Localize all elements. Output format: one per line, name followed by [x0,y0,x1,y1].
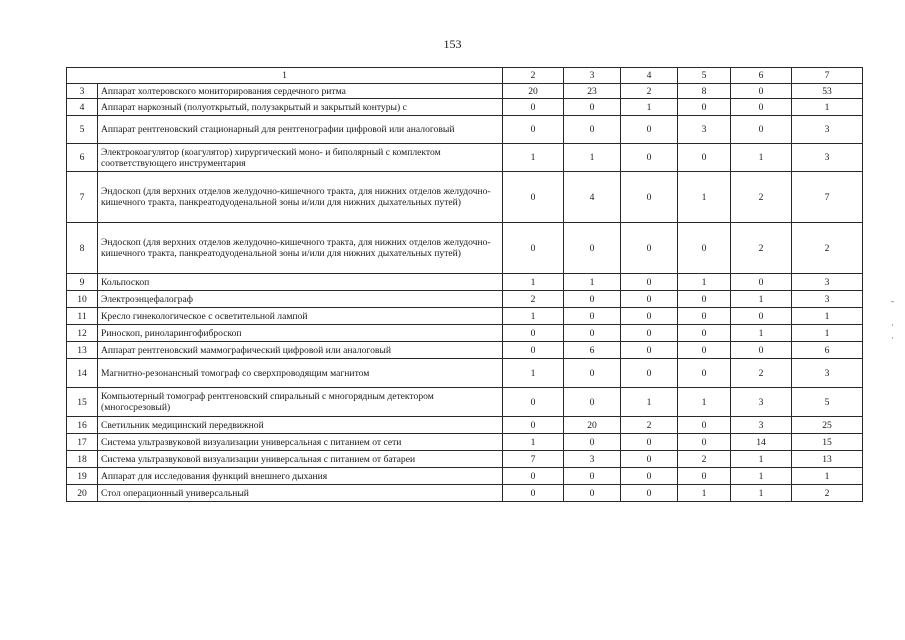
value-cell: 0 [731,342,792,359]
value-cell: 2 [731,359,792,388]
value-cell: 3 [731,388,792,417]
row-number-cell: 10 [67,291,98,308]
equipment-name-cell: Эндоскоп (для верхних отделов желудочно-кишечного тракта, для нижних отделов желудочно-кишечного тракта, панкреатодуоденальной зоны и/или для нижних дыхательных путей) [98,223,503,274]
value-cell: 1 [503,274,564,291]
row-number-cell: 4 [67,99,98,116]
value-cell: 2 [621,84,678,99]
table-row [67,451,863,468]
value-cell: 23 [564,84,621,99]
equipment-name-cell: Светильник медицинский передвижной [98,417,503,434]
value-cell: 0 [564,291,621,308]
table-row [67,84,863,99]
value-cell: 0 [621,359,678,388]
row-number-cell: 16 [67,417,98,434]
table-row [67,274,863,291]
value-cell: 0 [564,308,621,325]
value-cell: 0 [621,325,678,342]
value-cell: 6 [792,342,863,359]
value-cell: 1 [621,99,678,116]
equipment-name-cell: Аппарат рентгеновский маммографический цифровой или аналоговый [98,342,503,359]
table-row [67,308,863,325]
value-cell: 0 [678,468,731,485]
value-cell: 0 [503,485,564,502]
margin-mark: - [891,296,894,306]
header-cell: 1 [67,68,503,84]
equipment-name-cell: Магнитно-резонансный томограф со сверхпроводящим магнитом [98,359,503,388]
equipment-name-cell: Эндоскоп (для верхних отделов желудочно-кишечного тракта, для нижних отделов желудочно-кишечного тракта, панкреатодуоденальной зоны и/или для нижних дыхательных путей) [98,172,503,223]
equipment-name-cell: Аппарат рентгеновский стационарный для рентгенографии цифровой или аналоговый [98,116,503,144]
margin-mark: · [891,333,894,343]
value-cell: 2 [503,291,564,308]
value-cell: 13 [792,451,863,468]
header-cell: 4 [621,68,678,84]
value-cell: 0 [621,223,678,274]
value-cell: 0 [564,434,621,451]
value-cell: 0 [564,388,621,417]
value-cell: 0 [731,274,792,291]
header-cell: 2 [503,68,564,84]
value-cell: 0 [621,116,678,144]
value-cell: 1 [731,325,792,342]
value-cell: 0 [678,144,731,172]
value-cell: 1 [564,144,621,172]
row-number-cell: 19 [67,468,98,485]
table-row [67,291,863,308]
value-cell: 1 [792,308,863,325]
value-cell: 0 [621,144,678,172]
header-cell: 5 [678,68,731,84]
value-cell: 2 [731,172,792,223]
table-row [67,99,863,116]
value-cell: 1 [503,144,564,172]
value-cell: 0 [564,325,621,342]
equipment-name-cell: Система ультразвуковой визуализации универсальная с питанием от батареи [98,451,503,468]
value-cell: 0 [621,434,678,451]
value-cell: 2 [792,485,863,502]
table-row [67,417,863,434]
value-cell: 1 [792,468,863,485]
row-number-cell: 11 [67,308,98,325]
value-cell: 0 [503,342,564,359]
value-cell: 3 [792,291,863,308]
value-cell: 3 [792,359,863,388]
value-cell: 2 [731,223,792,274]
equipment-table [66,67,863,502]
margin-mark: · [891,320,894,330]
table-row [67,144,863,172]
row-number-cell: 3 [67,84,98,99]
value-cell: 0 [564,485,621,502]
row-number-cell: 6 [67,144,98,172]
table-row [67,325,863,342]
value-cell: 25 [792,417,863,434]
value-cell: 2 [621,417,678,434]
table-header-row [67,68,863,84]
value-cell: 1 [678,274,731,291]
value-cell: 1 [731,451,792,468]
value-cell: 0 [678,308,731,325]
value-cell: 0 [678,359,731,388]
value-cell: 1 [564,274,621,291]
equipment-name-cell: Риноскоп, риноларингофиброскоп [98,325,503,342]
row-number-cell: 12 [67,325,98,342]
equipment-name-cell: Кресло гинекологическое с осветительной лампой [98,308,503,325]
row-number-cell: 7 [67,172,98,223]
equipment-name-cell: Система ультразвуковой визуализации универсальная с питанием от сети [98,434,503,451]
value-cell: 1 [503,359,564,388]
value-cell: 53 [792,84,863,99]
equipment-name-cell: Электрокоагулятор (коагулятор) хирургический моно- и биполярный с комплектом соответствующего инструментария [98,144,503,172]
table-row [67,223,863,274]
value-cell: 0 [503,223,564,274]
value-cell: 1 [731,291,792,308]
table-row [67,359,863,388]
table-row [67,342,863,359]
row-number-cell: 15 [67,388,98,417]
value-cell: 0 [621,291,678,308]
value-cell: 0 [503,417,564,434]
row-number-cell: 5 [67,116,98,144]
value-cell: 0 [678,99,731,116]
value-cell: 1 [731,468,792,485]
equipment-name-cell: Стол операционный универсальный [98,485,503,502]
value-cell: 1 [678,485,731,502]
value-cell: 0 [503,99,564,116]
row-number-cell: 18 [67,451,98,468]
header-cell: 6 [731,68,792,84]
value-cell: 0 [564,359,621,388]
value-cell: 1 [621,388,678,417]
table-row [67,434,863,451]
value-cell: 1 [503,434,564,451]
value-cell: 0 [678,325,731,342]
value-cell: 7 [792,172,863,223]
value-cell: 20 [564,417,621,434]
row-number-cell: 9 [67,274,98,291]
table-row [67,468,863,485]
value-cell: 0 [564,99,621,116]
value-cell: 15 [792,434,863,451]
value-cell: 0 [731,84,792,99]
value-cell: 3 [678,116,731,144]
value-cell: 0 [503,468,564,485]
header-cell: 7 [792,68,863,84]
row-number-cell: 14 [67,359,98,388]
equipment-name-cell: Электроэнцефалограф [98,291,503,308]
header-cell: 3 [564,68,621,84]
value-cell: 0 [503,172,564,223]
value-cell: 20 [503,84,564,99]
value-cell: 0 [678,223,731,274]
value-cell: 0 [564,468,621,485]
value-cell: 7 [503,451,564,468]
row-number-cell: 17 [67,434,98,451]
value-cell: 0 [621,274,678,291]
equipment-name-cell: Аппарат холтеровского мониторирования сердечного ритма [98,84,503,99]
value-cell: 1 [731,485,792,502]
value-cell: 8 [678,84,731,99]
value-cell: 0 [621,342,678,359]
value-cell: 1 [678,388,731,417]
value-cell: 3 [731,417,792,434]
value-cell: 6 [564,342,621,359]
value-cell: 0 [503,116,564,144]
value-cell: 2 [792,223,863,274]
value-cell: 0 [678,342,731,359]
value-cell: 14 [731,434,792,451]
row-number-cell: 20 [67,485,98,502]
value-cell: 1 [792,325,863,342]
value-cell: 0 [678,417,731,434]
value-cell: 2 [678,451,731,468]
value-cell: 0 [503,325,564,342]
value-cell: 0 [678,434,731,451]
equipment-name-cell: Аппарат наркозный (полуоткрытый, полузакрытый и закрытый контуры) с [98,99,503,116]
value-cell: 1 [678,172,731,223]
value-cell: 0 [678,291,731,308]
value-cell: 1 [731,144,792,172]
value-cell: 0 [621,172,678,223]
value-cell: 0 [621,468,678,485]
row-number-cell: 8 [67,223,98,274]
value-cell: 5 [792,388,863,417]
table-row [67,485,863,502]
equipment-name-cell: Аппарат для исследования функций внешнего дыхания [98,468,503,485]
value-cell: 3 [792,144,863,172]
value-cell: 1 [792,99,863,116]
value-cell: 0 [621,451,678,468]
equipment-name-cell: Кольпоскоп [98,274,503,291]
value-cell: 0 [731,308,792,325]
value-cell: 4 [564,172,621,223]
value-cell: 1 [503,308,564,325]
table-row [67,116,863,144]
value-cell: 0 [731,99,792,116]
table-row [67,388,863,417]
value-cell: 0 [564,116,621,144]
value-cell: 0 [731,116,792,144]
equipment-name-cell: Компьютерный томограф рентгеновский спиральный с многорядным детектором (многосрезовый) [98,388,503,417]
table-row [67,172,863,223]
value-cell: 0 [621,485,678,502]
value-cell: 3 [792,274,863,291]
value-cell: 3 [564,451,621,468]
value-cell: 0 [564,223,621,274]
value-cell: 3 [792,116,863,144]
value-cell: 0 [503,388,564,417]
value-cell: 0 [621,308,678,325]
row-number-cell: 13 [67,342,98,359]
page-number: 153 [443,37,462,51]
